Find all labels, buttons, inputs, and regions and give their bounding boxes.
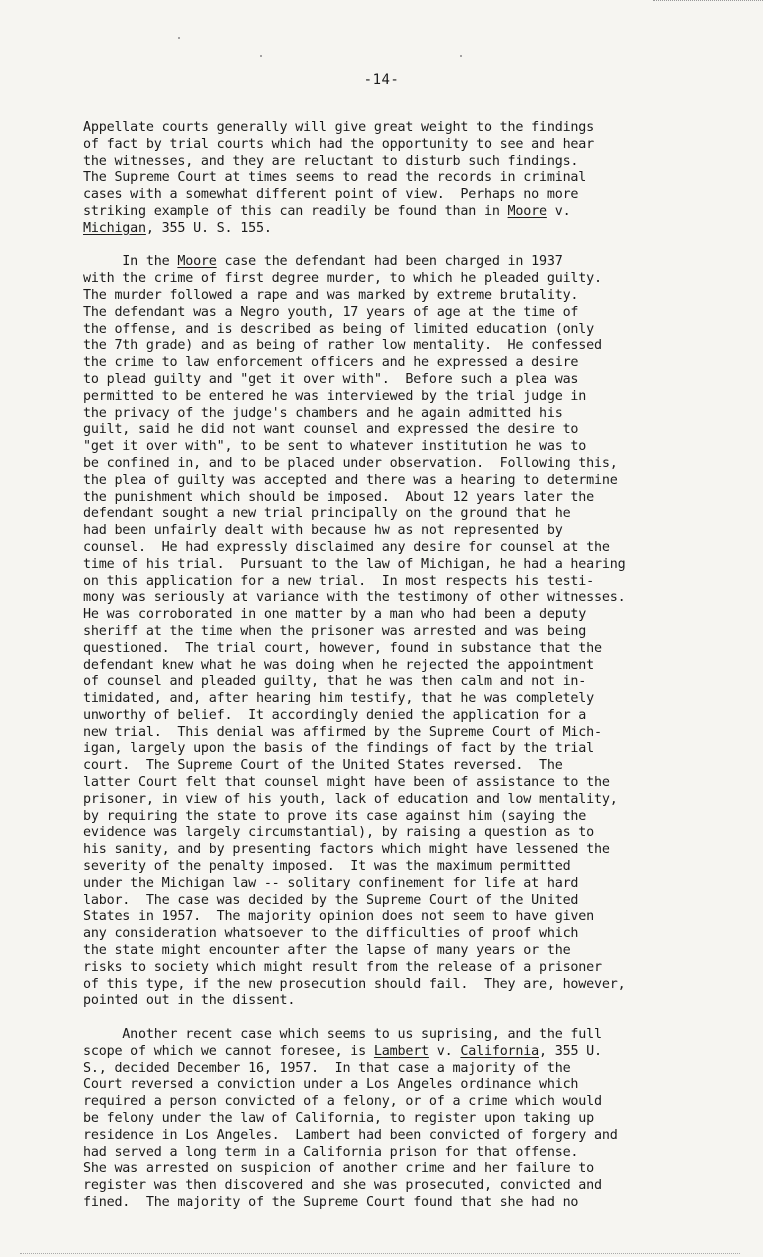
text-line	[83, 456, 743, 473]
text-run: latter Court felt that counsel might have been of assistance to the	[83, 775, 610, 791]
text-run: pointed out in the dissent.	[83, 993, 296, 1009]
text-run: with the crime of first degree murder, to which he pleaded guilty.	[83, 271, 602, 287]
text-run: Another recent case which seems to us suprising, and the full	[83, 1027, 602, 1043]
text-run: cases with a somewhat different point of view. Perhaps no more	[83, 187, 579, 203]
case-name-underlined: Michigan	[83, 220, 146, 236]
text-line	[83, 691, 743, 708]
text-line	[83, 439, 743, 456]
text-run: on this application for a new trial. In most respects his testi-	[83, 573, 595, 589]
text-run: had been unfairly dealt with because hw as not represented by	[83, 523, 563, 539]
text-line	[83, 557, 743, 574]
text-run: his sanity, and by presenting factors which might have lessened the	[83, 842, 610, 858]
text-run: questioned. The trial court, however, found in substance that the	[83, 640, 602, 656]
text-run: case the defendant had been charged in 1937	[216, 254, 563, 270]
text-line	[83, 506, 743, 523]
text-run: be felony under the law of California, to register upon taking up	[83, 1111, 595, 1127]
text-line	[83, 355, 743, 372]
text-run: S., decided December 16, 1957. In that case a majority of the	[83, 1060, 571, 1076]
text-line	[83, 859, 743, 876]
text-run: In the	[83, 254, 178, 270]
text-line	[83, 674, 743, 691]
text-line	[83, 271, 743, 288]
text-line	[83, 1044, 743, 1061]
text-line	[83, 120, 743, 137]
text-line	[83, 187, 743, 204]
text-line	[83, 1178, 743, 1195]
text-run: States in 1957. The majority opinion does not seem to have given	[83, 909, 595, 925]
text-run: prisoner, in view of his youth, lack of education and low mentality,	[83, 791, 618, 807]
text-run: defendant knew what he was doing when he rejected the appointment	[83, 657, 595, 673]
text-line	[83, 842, 743, 859]
text-run: under the Michigan law -- solitary confinement for life at hard	[83, 875, 579, 891]
text-line	[83, 1094, 743, 1111]
text-run: new trial. This denial was affirmed by the Supreme Court of Mich-	[83, 724, 602, 740]
text-run: , 355 U. S. 155.	[145, 220, 272, 236]
text-line	[83, 977, 743, 994]
text-line	[83, 389, 743, 406]
text-run: of fact by trial courts which had the opportunity to see and hear	[83, 136, 595, 152]
text-line	[83, 960, 743, 977]
page-number: -14-	[363, 72, 400, 88]
text-run: guilt, said he did not want counsel and expressed the desire to	[83, 422, 579, 438]
case-name-underlined: California	[460, 1043, 540, 1059]
text-run: be confined in, and to be placed under observation. Following this,	[83, 455, 618, 471]
text-line	[83, 540, 743, 557]
body-text	[83, 120, 743, 1212]
text-run: of this type, if the new prosecution should fail. They are, however,	[83, 976, 626, 992]
text-run: the privacy of the judge's chambers and he again admitted his	[83, 405, 563, 421]
text-line	[83, 607, 743, 624]
text-line	[83, 658, 743, 675]
text-run: permitted to be entered he was interviewed by the trial judge in	[83, 388, 587, 404]
text-line	[83, 221, 743, 238]
text-run: risks to society which might result from the release of a prisoner	[83, 959, 602, 975]
text-line	[83, 406, 743, 423]
text-line	[83, 590, 743, 607]
text-run: the 7th grade) and as being of rather low mentality. He confessed	[83, 338, 602, 354]
text-run: the plea of guilty was accepted and there was a hearing to determine	[83, 472, 618, 488]
text-line	[83, 1111, 743, 1128]
scan-speck	[178, 37, 180, 39]
text-line	[83, 725, 743, 742]
text-line	[83, 422, 743, 439]
text-run: striking example of this can readily be found than in	[83, 203, 508, 219]
text-run: The Supreme Court at times seems to read the records in criminal	[83, 170, 587, 186]
case-name-underlined: Moore	[177, 254, 217, 270]
text-line	[83, 137, 743, 154]
text-run: any consideration whatsoever to the difficulties of proof which	[83, 926, 579, 942]
text-line	[83, 154, 743, 171]
text-line	[83, 473, 743, 490]
text-line	[83, 1195, 743, 1212]
text-run: had served a long term in a California prison for that offense.	[83, 1144, 579, 1160]
text-run: He was corroborated in one matter by a man who had been a deputy	[83, 607, 587, 623]
text-run: The murder followed a rape and was marked by extreme brutality.	[83, 287, 579, 303]
text-line	[83, 322, 743, 339]
text-run: by requiring the state to prove its case against him (saying the	[83, 808, 587, 824]
case-name-underlined: Lambert	[373, 1043, 429, 1059]
text-run: required a person convicted of a felony, or of a crime which would	[83, 1094, 602, 1110]
text-line	[83, 825, 743, 842]
text-line	[83, 876, 743, 893]
scan-edge-mark	[20, 1253, 740, 1255]
text-run: sheriff at the time when the prisoner was arrested and was being	[83, 623, 587, 639]
text-line	[83, 624, 743, 641]
text-run: igan, largely upon the basis of the findings of fact by the trial	[83, 741, 595, 757]
text-run: time of his trial. Pursuant to the law of Michigan, he had a hearing	[83, 556, 626, 572]
text-line	[83, 809, 743, 826]
text-run: defendant sought a new trial principally on the ground that he	[83, 506, 571, 522]
text-line	[83, 792, 743, 809]
case-name-underlined: Moore	[507, 203, 547, 219]
text-run: Court reversed a conviction under a Los Angeles ordinance which	[83, 1077, 579, 1093]
text-line	[83, 204, 743, 221]
text-run: , 355 U.	[539, 1043, 602, 1059]
text-line	[83, 741, 743, 758]
text-run: to plead guilty and "get it over with". Before such a plea was	[83, 371, 579, 387]
text-run: The defendant was a Negro youth, 17 years of age at the time of	[83, 304, 579, 320]
text-line	[83, 893, 743, 910]
text-run: of counsel and pleaded guilty, that he was then calm and not in-	[83, 674, 587, 690]
text-run: fined. The majority of the Supreme Court found that she had no	[83, 1195, 579, 1210]
text-run: court. The Supreme Court of the United States reversed. The	[83, 758, 563, 774]
text-line	[83, 758, 743, 775]
text-run: register was then discovered and she was prosecuted, convicted and	[83, 1178, 602, 1194]
text-run: unworthy of belief. It accordingly denied the application for a	[83, 707, 587, 723]
text-run: severity of the penalty imposed. It was the maximum permitted	[83, 859, 571, 875]
text-run: counsel. He had expressly disclaimed any desire for counsel at the	[83, 539, 610, 555]
text-line	[83, 1161, 743, 1178]
text-line	[83, 775, 743, 792]
text-line	[83, 1077, 743, 1094]
text-line	[83, 1027, 743, 1044]
scan-speck	[260, 55, 262, 57]
text-line	[83, 372, 743, 389]
scan-edge-mark	[653, 0, 763, 2]
text-line	[83, 574, 743, 591]
text-run: the punishment which should be imposed. About 12 years later the	[83, 489, 595, 505]
text-line	[83, 1128, 743, 1145]
text-line	[83, 490, 743, 507]
text-run: the crime to law enforcement officers and he expressed a desire	[83, 355, 579, 371]
text-run: scope of which we cannot foresee, is	[83, 1043, 374, 1059]
text-line	[83, 523, 743, 540]
text-line	[83, 170, 743, 187]
paragraph-gap	[83, 1010, 743, 1027]
text-run: labor. The case was decided by the Supreme Court of the United	[83, 892, 579, 908]
text-run: She was arrested on suspicion of another crime and her failure to	[83, 1161, 595, 1177]
text-line	[83, 338, 743, 355]
text-run: mony was seriously at variance with the testimony of other witnesses.	[83, 590, 626, 606]
text-run: the offense, and is described as being of limited education (only	[83, 321, 595, 337]
paragraph-gap	[83, 238, 743, 255]
text-run: the state might encounter after the lapse of many years or the	[83, 943, 571, 959]
text-line	[83, 641, 743, 658]
text-run: the witnesses, and they are reluctant to disturb such findings.	[83, 153, 579, 169]
text-run: v.	[428, 1043, 461, 1059]
text-line	[83, 254, 743, 271]
text-run: residence in Los Angeles. Lambert had been convicted of forgery and	[83, 1127, 618, 1143]
text-line	[83, 993, 743, 1010]
text-line	[83, 943, 743, 960]
text-run: v.	[546, 203, 571, 219]
text-line	[83, 288, 743, 305]
text-run: evidence was largely circumstantial), by raising a question as to	[83, 825, 595, 841]
text-line	[83, 305, 743, 322]
scan-speck	[460, 55, 462, 57]
text-run: Appellate courts generally will give great weight to the findings	[83, 120, 595, 135]
text-line	[83, 926, 743, 943]
text-run: "get it over with", to be sent to whatever institution he was to	[83, 439, 587, 455]
text-run: timidated, and, after hearing him testify, that he was completely	[83, 691, 595, 707]
text-line	[83, 1145, 743, 1162]
text-line	[83, 708, 743, 725]
text-line	[83, 909, 743, 926]
text-line	[83, 1061, 743, 1078]
